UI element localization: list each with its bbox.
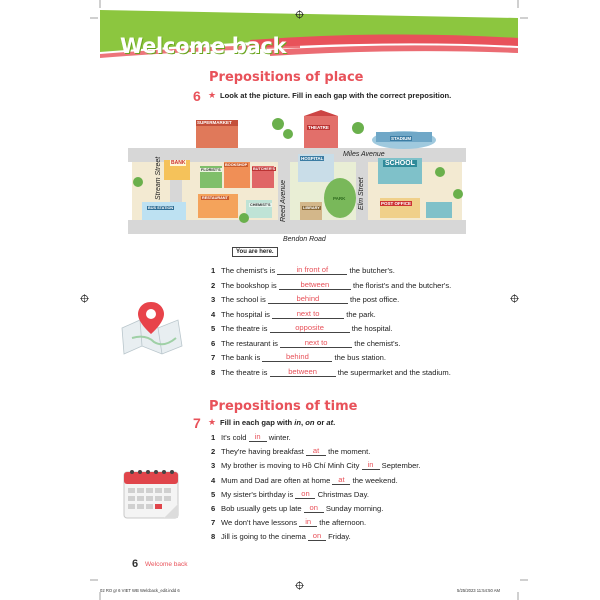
item-text: The chemist's is	[221, 266, 276, 275]
page-number: 6	[132, 558, 139, 570]
map-label-stadium: STADIUM	[391, 136, 412, 141]
item-text: Jill is going to the cinema	[221, 532, 306, 542]
list-item	[211, 338, 451, 350]
map-label-supermarket: SUPERMARKET	[197, 120, 232, 125]
item-text: the hospital.	[351, 324, 393, 333]
map-label-park: PARK	[333, 196, 346, 201]
list-item	[211, 446, 421, 458]
exercise-instruction: Look at the picture. Fill in each gap with the correct preposition.	[220, 91, 452, 100]
item-number: 3	[211, 295, 216, 304]
answer-gap[interactable]: at	[306, 446, 326, 456]
item-number: 7	[211, 353, 216, 362]
answer-gap[interactable]: behind	[262, 352, 332, 362]
list-item	[211, 265, 451, 277]
exercise-number: 7	[193, 415, 201, 431]
item-text: The school is	[221, 295, 266, 304]
item-text: We don't have lessons	[221, 518, 298, 528]
item-text: winter.	[268, 433, 291, 442]
item-number: 3	[211, 461, 216, 471]
exercise-instruction	[220, 418, 335, 427]
item-text: The bank is	[221, 353, 261, 362]
map-label-theatre: THEATRE	[308, 125, 329, 130]
you-are-here-label: You are here.	[232, 247, 278, 257]
item-text: the park.	[346, 309, 376, 319]
registration-mark-icon	[510, 294, 519, 303]
map-label-florists: FLORIST'S	[201, 168, 221, 172]
page-header-title: Welcome back	[120, 34, 287, 58]
star-icon: ★	[208, 90, 217, 100]
list-item	[211, 294, 451, 306]
map-label-hospital: HOSPITAL	[301, 156, 324, 161]
list-item	[211, 432, 421, 444]
map-label-butchers: BUTCHER'S	[253, 167, 275, 171]
list-item	[211, 367, 451, 379]
answer-gap[interactable]: on	[304, 503, 324, 513]
item-number: 8	[211, 532, 216, 542]
instruction-option: in	[294, 418, 302, 427]
footer-section-name: Welcome back	[145, 561, 188, 568]
street-label-elm-street: Elm Street	[358, 177, 365, 210]
street-label-miles-avenue: Miles Avenue	[343, 151, 385, 158]
item-text: My sister's birthday is	[221, 489, 294, 499]
item-number: 5	[211, 489, 216, 499]
street-label-reed-avenue: Reed Avenue	[280, 179, 287, 222]
item-text: Mum and Dad are often at home	[221, 475, 331, 485]
instruction-separator: or	[316, 418, 325, 427]
instruction-text: Fill in each gap with	[220, 418, 293, 427]
answer-gap[interactable]: between	[270, 367, 336, 377]
item-number: 2	[211, 447, 216, 457]
registration-mark-icon	[295, 581, 304, 590]
answer-gap[interactable]: behind	[268, 294, 348, 304]
exercise-7-list	[211, 432, 421, 546]
list-item	[211, 309, 451, 321]
section-title-time: Prepositions of time	[209, 399, 358, 414]
map-label-restaurant: RESTAURANT	[202, 196, 228, 200]
answer-gap[interactable]: in	[249, 432, 267, 442]
item-text: The hospital is	[221, 309, 270, 319]
item-text: the post office.	[350, 295, 400, 304]
item-text: They're having breakfast	[221, 447, 304, 457]
map-label-bank: BANK	[171, 160, 186, 166]
item-text: The theatre is	[221, 324, 268, 333]
map-label-bus-station: BUS STATION	[148, 206, 174, 210]
exercise-number: 6	[193, 88, 201, 104]
item-text: the moment.	[328, 447, 371, 457]
registration-mark-icon	[295, 10, 304, 19]
item-text: the bus station.	[334, 353, 387, 362]
list-item	[211, 352, 451, 364]
item-text: It's cold	[221, 433, 247, 442]
section-title-place: Prepositions of place	[209, 70, 364, 85]
answer-gap[interactable]: in	[299, 517, 317, 527]
map-label-bookshop: BOOKSHOP	[225, 163, 248, 167]
list-item	[211, 531, 421, 543]
instruction-end: .	[333, 418, 336, 427]
list-item	[211, 460, 421, 472]
item-text: September.	[381, 461, 421, 471]
item-text: The restaurant is	[221, 338, 278, 348]
item-text: the weekend.	[352, 475, 398, 485]
answer-gap[interactable]: next to	[280, 338, 352, 348]
item-text: The bookshop is	[221, 280, 277, 290]
item-number: 6	[211, 503, 216, 513]
map-label-chemists: CHEMIST'S	[250, 203, 271, 207]
answer-gap[interactable]: in front of	[277, 265, 347, 275]
item-number: 8	[211, 367, 216, 377]
list-item	[211, 489, 421, 501]
slug-date: 5/25/2023 11:54:50 AM	[457, 588, 500, 593]
item-number: 6	[211, 338, 216, 348]
item-text: the afternoon.	[319, 518, 367, 528]
map-label-library: LIBRARY	[303, 206, 320, 210]
exercise-6-list	[211, 265, 451, 381]
list-item	[211, 280, 451, 292]
answer-gap[interactable]: next to	[272, 309, 344, 319]
answer-gap[interactable]: at	[332, 475, 350, 485]
list-item	[211, 517, 421, 529]
item-text: the chemist's.	[354, 338, 401, 348]
registration-mark-icon	[80, 294, 89, 303]
answer-gap[interactable]: on	[295, 489, 315, 499]
item-text: Sunday morning.	[325, 503, 384, 513]
item-text: the butcher's.	[349, 266, 395, 275]
item-number: 1	[211, 433, 216, 442]
item-text: Bob usually gets up late	[221, 503, 302, 513]
item-number: 2	[211, 280, 216, 290]
list-item	[211, 323, 451, 335]
map-pin-icon	[118, 298, 184, 356]
calendar-icon	[120, 464, 184, 522]
item-number: 4	[211, 475, 216, 485]
answer-gap[interactable]: on	[308, 531, 326, 541]
instruction-option: at	[326, 418, 334, 427]
item-text: The theatre is	[221, 367, 268, 377]
list-item	[211, 475, 421, 487]
item-number: 1	[211, 266, 216, 275]
instruction-separator: ,	[301, 418, 304, 427]
answer-gap[interactable]: opposite	[270, 323, 350, 333]
item-number: 7	[211, 518, 216, 528]
street-label-stream-street: Stream Street	[155, 156, 162, 200]
item-text: the florist's and the butcher's.	[352, 280, 452, 290]
item-text: Christmas Day.	[317, 489, 369, 499]
item-number: 4	[211, 309, 216, 319]
answer-gap[interactable]: in	[362, 460, 380, 470]
item-text: My brother is moving to Hồ Chí Minh City	[221, 461, 360, 471]
slug-file-name: 02 RO gr 6 VIET WB Welcback_edit.indd 6	[100, 588, 180, 593]
list-item	[211, 503, 421, 515]
item-number: 5	[211, 324, 216, 333]
item-text: Friday.	[328, 532, 351, 542]
instruction-option: on	[305, 418, 315, 427]
street-label-bendon-road: Bendon Road	[283, 236, 326, 243]
item-text: the supermarket and the stadium.	[337, 367, 451, 377]
star-icon: ★	[208, 417, 217, 427]
answer-gap[interactable]: between	[279, 280, 351, 290]
map-label-school: SCHOOL	[385, 160, 415, 167]
map-label-post-office: POST OFFICE	[381, 201, 412, 206]
